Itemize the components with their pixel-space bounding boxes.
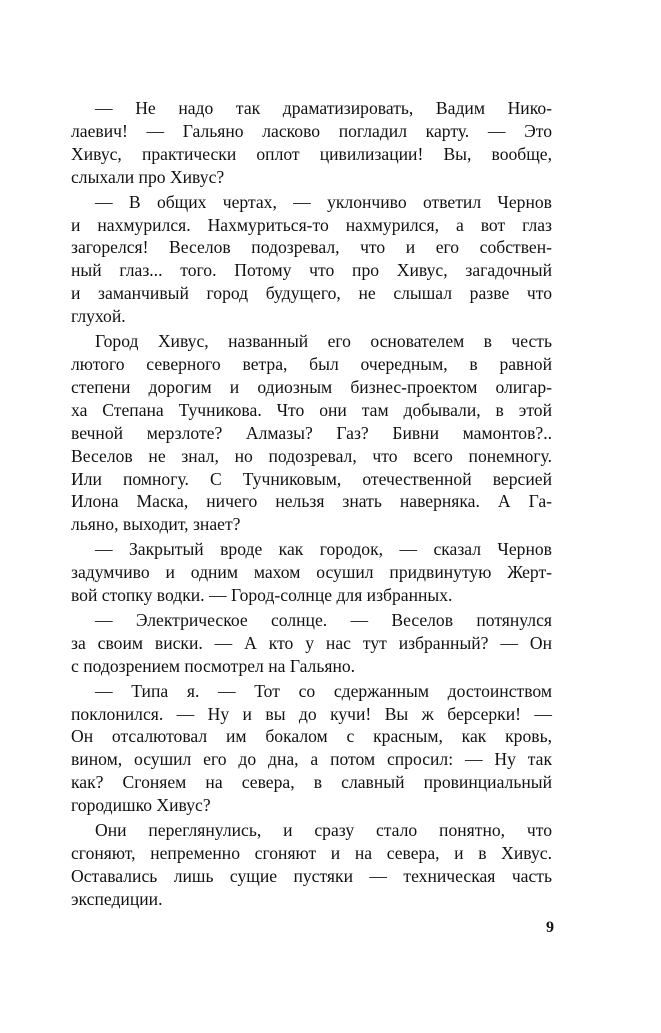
text-line: слыхали про Хивус? — [71, 166, 225, 187]
paragraph — [71, 97, 552, 189]
text-line: глухой. — [71, 306, 126, 327]
text-line: экспедиции. — [71, 888, 163, 909]
text-line: загорелся! Веселов подозревал, что и его собствен- — [71, 237, 552, 258]
text-line: Или помногу. С Тучниковым, отечественной версией — [71, 468, 552, 489]
text-line: за своим виски. — А кто у нас тут избранный? — Он — [71, 632, 552, 653]
text-line: лаевич! — Гальяно ласково погладил карту. — Это — [71, 120, 552, 141]
text-line: с подозрением посмотрел на Гальяно. — [71, 655, 356, 676]
text-line: и заманчивый город будущего, не слышал разве что — [71, 283, 552, 304]
paragraph — [71, 330, 552, 536]
paragraph — [71, 538, 552, 607]
paragraph — [71, 680, 552, 817]
text-line: лютого северного ветра, был очередным, в равной — [71, 353, 552, 374]
text-line: степени дорогим и одиозным бизнес-проектом олигар- — [71, 376, 552, 397]
text-line: вечной мерзлоте? Алмазы? Газ? Бивни мамонтов?.. — [71, 422, 552, 443]
page-number: 9 — [546, 919, 554, 936]
text-line: — Закрытый вроде как городок, — сказал Чернов — [95, 539, 552, 560]
text-line: Оставались лишь сущие пустяки — техническая часть — [71, 865, 552, 886]
paragraph — [71, 819, 552, 911]
text-line: льяно, выходит, знает? — [71, 514, 241, 535]
text-line: поклонился. — Ну и вы до кучи! Вы ж берсерки! — — [71, 703, 552, 724]
text-line: — Не надо так драматизировать, Вадим Нико- — [95, 98, 552, 118]
paragraph — [71, 609, 552, 678]
text-line: Они переглянулись, и сразу стало понятно, что — [95, 820, 552, 841]
text-line: вой стопку водки. — Город-солнце для избранных. — [71, 585, 453, 606]
text-line: Он отсалютовал им бокалом с красным, как кровь, — [71, 726, 552, 747]
text-line: Веселов не знал, но подозревал, что всего понемногу. — [71, 445, 552, 466]
text-line: Город Хивус, названный его основателем в честь — [95, 331, 552, 352]
text-line: ный глаз... того. Потому что про Хивус, загадочный — [71, 260, 552, 281]
text-line: — Электрическое солнце. — Веселов потянулся — [95, 609, 552, 630]
text-line: и нахмурился. Нахмуриться-то нахмурился, а вот глаз — [71, 214, 552, 235]
text-line: вином, осушил его до дна, а потом спросил: — Ну так — [71, 749, 552, 770]
page-body — [71, 97, 552, 911]
text-line: Илона Маска, ничего нельзя знать наверняка. А Га- — [71, 491, 552, 512]
text-line: как? Сгоняем на севера, в славный провинциальный — [71, 772, 552, 793]
text-line: — В общих чертах, — уклончиво ответил Чернов — [95, 191, 552, 212]
text-line: — Типа я. — Тот со сдержанным достоинством — [95, 680, 552, 701]
text-line: сгоняют, непременно сгоняют и на севера, и в Хивус. — [71, 843, 552, 863]
paragraph — [71, 191, 552, 328]
text-line: Хивус, практически оплот цивилизации! Вы, вообще, — [71, 143, 552, 164]
text-line: ха Степана Тучникова. Что они там добывали, в этой — [71, 399, 552, 420]
text-line: городишко Хивус? — [71, 795, 211, 816]
text-line: задумчиво и одним махом осушил придвинутую Жерт- — [71, 562, 552, 583]
